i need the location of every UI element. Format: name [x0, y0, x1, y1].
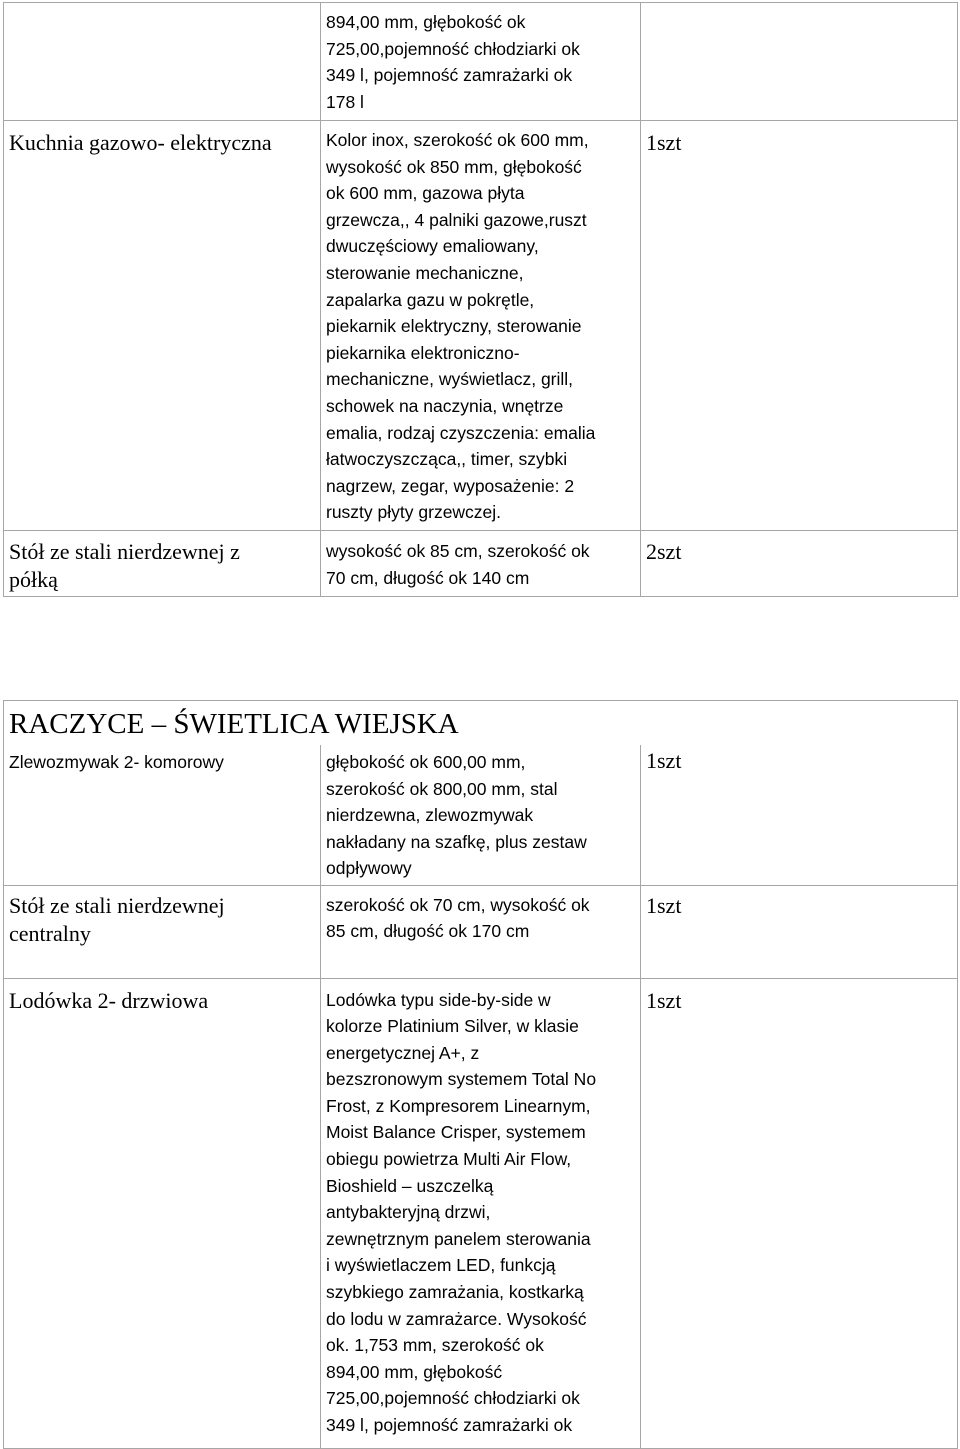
item-description-cell [321, 978, 641, 1448]
table-row [4, 978, 958, 1448]
item-qty-cell [641, 745, 958, 885]
item-name-cell [4, 531, 321, 597]
item-description: głębokość ok 600,00 mm, szerokość ok 800,00 mm, stal nierdzewna, zlewozmywak nakładany na szafkę, plus zestaw odpływowy [326, 752, 587, 879]
item-description: Kolor inox, szerokość ok 600 mm, wysokość ok 850 mm, głębokość ok 600 mm, gazowa płyta grzewcza,, 4 palniki gazowe,ruszt dwuczęściowy emaliowany, sterowanie mechaniczne, zapalarka gazu w pokrętle, piekarnik elektryczny, sterowanie piekarnika elektroniczno- mechaniczne, wyświetlacz, grill, schowek na naczynia, wnętrze emalia, rodzaj czyszczenia: emalia łatwoczyszcząca,, timer, szybki nagrzew, zegar, wyposażenie: 2 ruszty płyty grzewczej. [326, 130, 596, 523]
item-description: 894,00 mm, głębokość ok 725,00,pojemność chłodziarki ok 349 l, pojemność zamrażarki ok 178 l [326, 12, 580, 112]
item-qty: 1szt [646, 892, 682, 918]
table-heading-row [4, 701, 958, 746]
item-description-cell [321, 3, 641, 121]
item-qty-cell [641, 3, 958, 121]
item-description-cell [321, 745, 641, 885]
item-description: szerokość ok 70 cm, wysokość ok 85 cm, długość ok 170 cm [326, 894, 590, 942]
item-name: Stół ze stali nierdzewnej z półką [9, 539, 240, 592]
equipment-table-1 [3, 2, 958, 597]
item-name: Lodówka 2- drzwiowa [9, 987, 209, 1013]
item-description: wysokość ok 85 cm, szerokość ok 70 cm, długość ok 140 cm [326, 541, 590, 588]
item-name: Stół ze stali nierdzewnej centralny [9, 892, 225, 946]
item-qty-cell [641, 978, 958, 1448]
item-qty: 2szt [646, 539, 682, 564]
item-name-cell [4, 745, 321, 885]
item-name-cell [4, 3, 321, 121]
table-row [4, 745, 958, 885]
item-qty: 1szt [646, 130, 682, 155]
item-qty-cell [641, 885, 958, 978]
item-qty-cell [641, 531, 958, 597]
item-description-cell [321, 121, 641, 531]
table-row [4, 121, 958, 531]
item-qty: 1szt [646, 748, 682, 773]
equipment-table-2 [3, 700, 958, 1449]
item-name: Kuchnia gazowo- elektryczna [9, 130, 272, 155]
table-row [4, 3, 958, 121]
item-description: Lodówka typu side-by-side w kolorze Platinium Silver, w klasie energetycznej A+, z bezszronowym systemem Total No Frost, z Kompresorem Linearnym, Moist Balance Crisper, systemem obiegu powietrza Multi Air Flow, Bioshield – uszczelką antybakteryjną drzwi, zewnętrznym panelem sterowania i wyświetlaczem LED, funkcją szybkiego zamrażania, kostkarką do lodu w zamrażarce. Wysokość ok. 1,753 mm, szerokość ok 894,00 mm, głębokość 725,00,pojemność chłodziarki ok 349 l, pojemność zamrażarki ok [326, 989, 597, 1435]
item-qty-cell [641, 121, 958, 531]
table-row [4, 885, 958, 978]
item-name-cell [4, 978, 321, 1448]
item-description-cell [321, 885, 641, 978]
section-heading: RACZYCE – ŚWIETLICA WIEJSKA [9, 708, 459, 740]
item-name-cell [4, 121, 321, 531]
item-qty: 1szt [646, 987, 682, 1013]
item-name: Zlewozmywak 2- komorowy [9, 752, 224, 772]
table-row [4, 531, 958, 597]
item-name-cell [4, 885, 321, 978]
item-description-cell [321, 531, 641, 597]
section-heading-cell [4, 701, 958, 746]
